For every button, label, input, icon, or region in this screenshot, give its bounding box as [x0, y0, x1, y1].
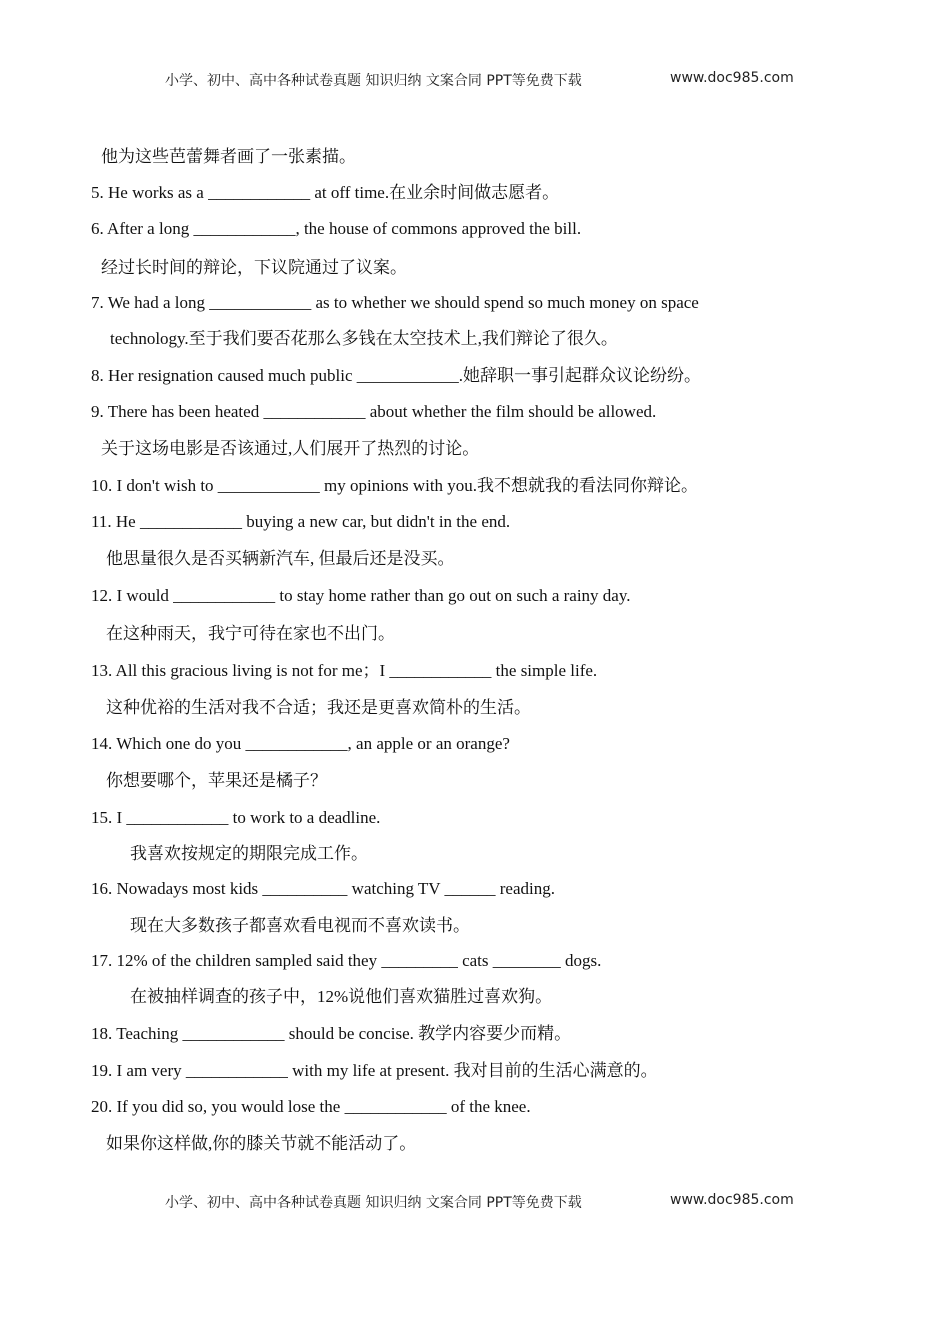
- translation-17: 在被抽样调查的孩子中，12%说他们喜欢猫胜过喜欢狗。: [130, 987, 553, 1006]
- translation-15: 我喜欢按规定的期限完成工作。: [130, 844, 368, 863]
- question-7-cont: technology.至于我们要否花那么多钱在太空技术上,我们辩论了很久。: [110, 329, 618, 348]
- question-9: 9. There has been heated ____________ about whether the film should be allowed.: [91, 402, 657, 421]
- translation-16: 现在大多数孩子都喜欢看电视而不喜欢读书。: [130, 916, 470, 935]
- question-6: 6. After a long ____________, the house of commons approved the bill.: [91, 219, 582, 238]
- text-line: 他为这些芭蕾舞者画了一张素描。: [101, 147, 356, 166]
- translation-11: 他思量很久是否买辆新汽车, 但最后还是没买。: [106, 549, 455, 568]
- footer-text: 小学、初中、高中各种试卷真题 知识归纳 文案合同 PPT等免费下载: [165, 1195, 582, 1211]
- question-17: 17. 12% of the children sampled said they _________ cats ________ dogs.: [91, 951, 602, 970]
- question-5: 5. He works as a ____________ at off time.在业余时间做志愿者。: [91, 183, 560, 202]
- translation-20: 如果你这样做,你的膝关节就不能活动了。: [106, 1134, 417, 1153]
- header-url: www.doc985.com: [670, 70, 794, 86]
- question-7: 7. We had a long ____________ as to whether we should spend so much money on space: [91, 293, 699, 312]
- question-12: 12. I would ____________ to stay home rather than go out on such a rainy day.: [91, 586, 631, 605]
- question-18: 18. Teaching ____________ should be concise. 教学内容要少而精。: [91, 1024, 572, 1043]
- question-13: 13. All this gracious living is not for me；I ____________ the simple life.: [91, 661, 598, 680]
- question-15: 15. I ____________ to work to a deadline.: [91, 808, 381, 827]
- translation-13: 这种优裕的生活对我不合适；我还是更喜欢简朴的生活。: [106, 698, 531, 717]
- header-text: 小学、初中、高中各种试卷真题 知识归纳 文案合同 PPT等免费下载: [165, 73, 582, 89]
- question-10: 10. I don't wish to ____________ my opinions with you.我不想就我的看法同你辩论。: [91, 476, 699, 495]
- question-16: 16. Nowadays most kids __________ watching TV ______ reading.: [91, 879, 555, 898]
- question-11: 11. He ____________ buying a new car, but didn't in the end.: [91, 512, 511, 531]
- question-20: 20. If you did so, you would lose the ____________ of the knee.: [91, 1097, 531, 1116]
- translation-12: 在这种雨天，我宁可待在家也不出门。: [106, 624, 395, 643]
- translation-9: 关于这场电影是否该通过,人们展开了热烈的讨论。: [101, 439, 480, 458]
- translation-6: 经过长时间的辩论，下议院通过了议案。: [101, 258, 407, 277]
- question-19: 19. I am very ____________ with my life at present. 我对目前的生活心满意的。: [91, 1061, 658, 1080]
- footer-url: www.doc985.com: [670, 1192, 794, 1208]
- translation-14: 你想要哪个，苹果还是橘子？: [106, 771, 327, 790]
- question-8: 8. Her resignation caused much public ____________.她辞职一事引起群众议论纷纷。: [91, 366, 702, 385]
- question-14: 14. Which one do you ____________, an apple or an orange?: [91, 734, 510, 753]
